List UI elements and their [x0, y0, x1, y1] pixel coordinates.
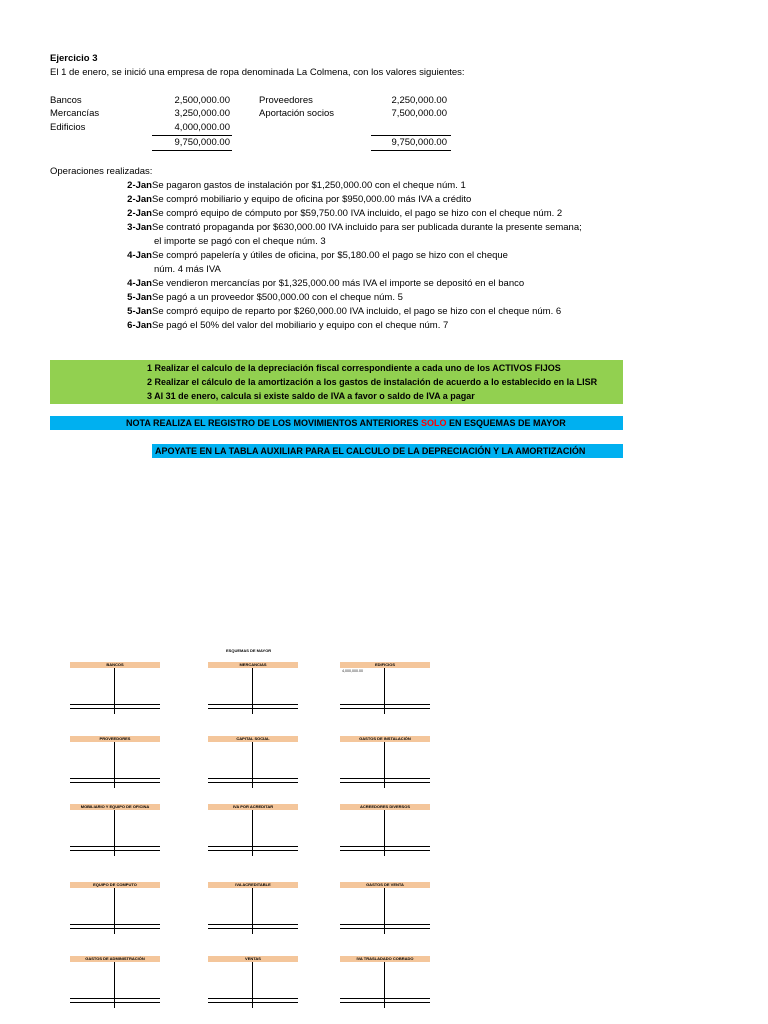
t-account-rule — [70, 928, 160, 929]
operation-text: Se contrató propaganda por $630,000.00 IVA incluido para ser publicada durante la presente semana; — [152, 222, 582, 233]
balance-amount: 7,500,000.00 — [391, 108, 447, 119]
operation-text: núm. 4 más IVA — [154, 264, 221, 275]
balance-label: Proveedores — [259, 95, 313, 106]
operations-heading: Operaciones realizadas: — [50, 166, 153, 177]
operation-date: 4-Jan — [127, 278, 152, 289]
operation-text: Se compró mobiliario y equipo de oficina por $950,000.00 más IVA a crédito — [152, 194, 472, 205]
t-account-title: GASTOS DE INSTALACIÓN — [340, 736, 430, 742]
operation-date: 3-Jan — [127, 222, 152, 233]
t-account-rule — [340, 850, 430, 851]
t-account-title: IVA POR ACREDITAR — [208, 804, 298, 810]
t-account-title: EQUIPO DE COMPUTO — [70, 882, 160, 888]
t-account — [340, 804, 430, 856]
t-account-rule — [208, 708, 298, 709]
t-account-title: PROVEEDORES — [70, 736, 160, 742]
t-account-rule — [70, 924, 160, 925]
operation-text: Se vendieron mercancías por $1,325,000.00 más IVA el importe se depositó en el banco — [152, 278, 525, 289]
balance-amount: 3,250,000.00 — [174, 108, 230, 119]
t-account-rule — [208, 928, 298, 929]
total-double-rule — [152, 150, 232, 151]
support-text: APOYATE EN LA TABLA AUXILIAR PARA EL CALCULO DE LA DEPRECIACIÓN Y LA AMORTIZACIÓN — [155, 446, 586, 456]
t-account-rule — [340, 704, 430, 705]
t-account-rule — [208, 1002, 298, 1003]
t-account-title: CAPITAL SOCIAL — [208, 736, 298, 742]
t-account — [340, 882, 430, 934]
t-account-rule — [208, 778, 298, 779]
balance-label: Edificios — [50, 122, 86, 133]
t-account-rule — [70, 1002, 160, 1003]
note-part: EN ESQUEMAS DE MAYOR — [446, 418, 566, 428]
operations-list — [72, 179, 692, 339]
balance-amount: 2,500,000.00 — [174, 95, 230, 106]
t-account-rule — [70, 708, 160, 709]
t-account-rule — [70, 998, 160, 999]
t-account-title: IVA TRASLADADO COBRADO — [340, 956, 430, 962]
operation-text: Se pagaron gastos de instalación por $1,250,000.00 con el cheque núm. 1 — [152, 180, 466, 191]
t-account-rule — [70, 782, 160, 783]
t-account-title: GASTOS DE ADMINISTRACIÓN — [70, 956, 160, 962]
operation-date: 6-Jan — [127, 320, 152, 331]
operation-date: 2-Jan — [127, 180, 152, 191]
t-account-title: ACREEDORES DIVERSOS — [340, 804, 430, 810]
t-account-rule — [70, 778, 160, 779]
t-account — [340, 736, 430, 788]
t-account — [208, 882, 298, 934]
note-part: NOTA REALIZA EL REGISTRO DE LOS MOVIMIENTOS ANTERIORES — [126, 418, 422, 428]
t-account-rule — [340, 924, 430, 925]
operation-item — [72, 193, 471, 207]
t-account-title: IVA ACREDITABLE — [208, 882, 298, 888]
operation-item — [72, 319, 448, 333]
support-band — [152, 444, 623, 458]
t-account-rule — [340, 782, 430, 783]
t-account-title: GASTOS DE VENTA — [340, 882, 430, 888]
operation-text: Se compró equipo de cómputo por $59,750.00 IVA incluido, el pago se hizo con el cheque núm. 2 — [152, 208, 563, 219]
t-account — [70, 736, 160, 788]
t-account — [208, 736, 298, 788]
exercise-title: Ejercicio 3 — [50, 53, 98, 64]
operation-item — [72, 179, 466, 193]
t-account — [340, 956, 430, 1008]
t-account-rule — [208, 924, 298, 925]
operation-date: 5-Jan — [127, 306, 152, 317]
t-account-title: BANCOS — [70, 662, 160, 668]
note-text — [126, 416, 566, 430]
t-account-rule — [340, 708, 430, 709]
operation-text: Se compró papelería y útiles de oficina, por $5,180.00 el pago se hizo con el cheque — [152, 250, 508, 261]
t-account-rule — [340, 928, 430, 929]
t-account-rule — [340, 846, 430, 847]
operation-date: 4-Jan — [127, 250, 152, 261]
operation-item — [72, 249, 508, 263]
t-account-rule — [208, 704, 298, 705]
note-highlight: SOLO — [421, 418, 447, 428]
balance-label: Bancos — [50, 95, 82, 106]
t-account — [70, 804, 160, 856]
t-account — [70, 662, 160, 714]
operation-item — [72, 207, 562, 221]
operation-date: 5-Jan — [127, 292, 152, 303]
t-account-rule — [340, 998, 430, 999]
t-account-rule — [208, 782, 298, 783]
t-account-rule — [208, 998, 298, 999]
t-account — [208, 804, 298, 856]
operation-date: 2-Jan — [127, 208, 152, 219]
balance-label: Aportación socios — [259, 108, 334, 119]
operation-item — [154, 235, 326, 249]
t-account-rule — [340, 1002, 430, 1003]
total-double-rule — [371, 150, 451, 151]
t-account-rule — [70, 850, 160, 851]
exercise-intro: El 1 de enero, se inició una empresa de ropa denominada La Colmena, con los valores siguientes: — [50, 67, 465, 78]
task-2: 2 Realizar el cálculo de la amortización a los gastos de instalación de acuerdo a lo establecido en la LISR — [147, 377, 598, 387]
balance-label: Mercancías — [50, 108, 100, 119]
balance-amount: 4,000,000.00 — [174, 122, 230, 133]
operation-item — [72, 305, 561, 319]
t-account-debit: 4,000,000.00 — [342, 669, 363, 673]
t-account — [70, 882, 160, 934]
operation-item — [72, 291, 403, 305]
ledger-title: ESQUEMAS DE MAYOR — [226, 648, 272, 653]
note-band — [50, 416, 623, 430]
t-account-rule — [208, 850, 298, 851]
operation-text: el importe se pagó con el cheque núm. 3 — [154, 236, 326, 247]
t-account-title: EDIFICIOS — [340, 662, 430, 668]
operation-text: Se pagó a un proveedor $500,000.00 con el cheque núm. 5 — [152, 292, 403, 303]
operation-text: Se compró equipo de reparto por $260,000.00 IVA incluido, el pago se hizo con el cheque núm. 6 — [152, 306, 562, 317]
operation-item — [154, 263, 221, 277]
t-account-title: VENTAS — [208, 956, 298, 962]
tasks-band — [50, 360, 623, 404]
task-1: 1 Realizar el calculo de la depreciación fiscal correspondiente a cada uno de los ACTIVOS FIJOS — [147, 363, 561, 373]
right-total: 9,750,000.00 — [391, 137, 447, 148]
operation-item — [72, 221, 582, 235]
t-account-title: MERCANCIAS — [208, 662, 298, 668]
t-account-rule — [70, 846, 160, 847]
operation-date: 2-Jan — [127, 194, 152, 205]
t-account-title: MOBILIARIO Y EQUIPO DE OFICINA — [70, 804, 160, 810]
t-account-rule — [208, 846, 298, 847]
balance-amount: 2,250,000.00 — [391, 95, 447, 106]
t-account — [70, 956, 160, 1008]
task-3: 3 Al 31 de enero, calcula si existe saldo de IVA a favor o saldo de IVA a pagar — [147, 391, 475, 401]
t-account-rule — [340, 778, 430, 779]
left-total: 9,750,000.00 — [174, 137, 230, 148]
operation-item — [72, 277, 524, 291]
operation-text: Se pagó el 50% del valor del mobiliario y equipo con el cheque núm. 7 — [152, 320, 449, 331]
t-account — [208, 956, 298, 1008]
t-account — [340, 662, 430, 714]
t-account — [208, 662, 298, 714]
t-account-rule — [70, 704, 160, 705]
